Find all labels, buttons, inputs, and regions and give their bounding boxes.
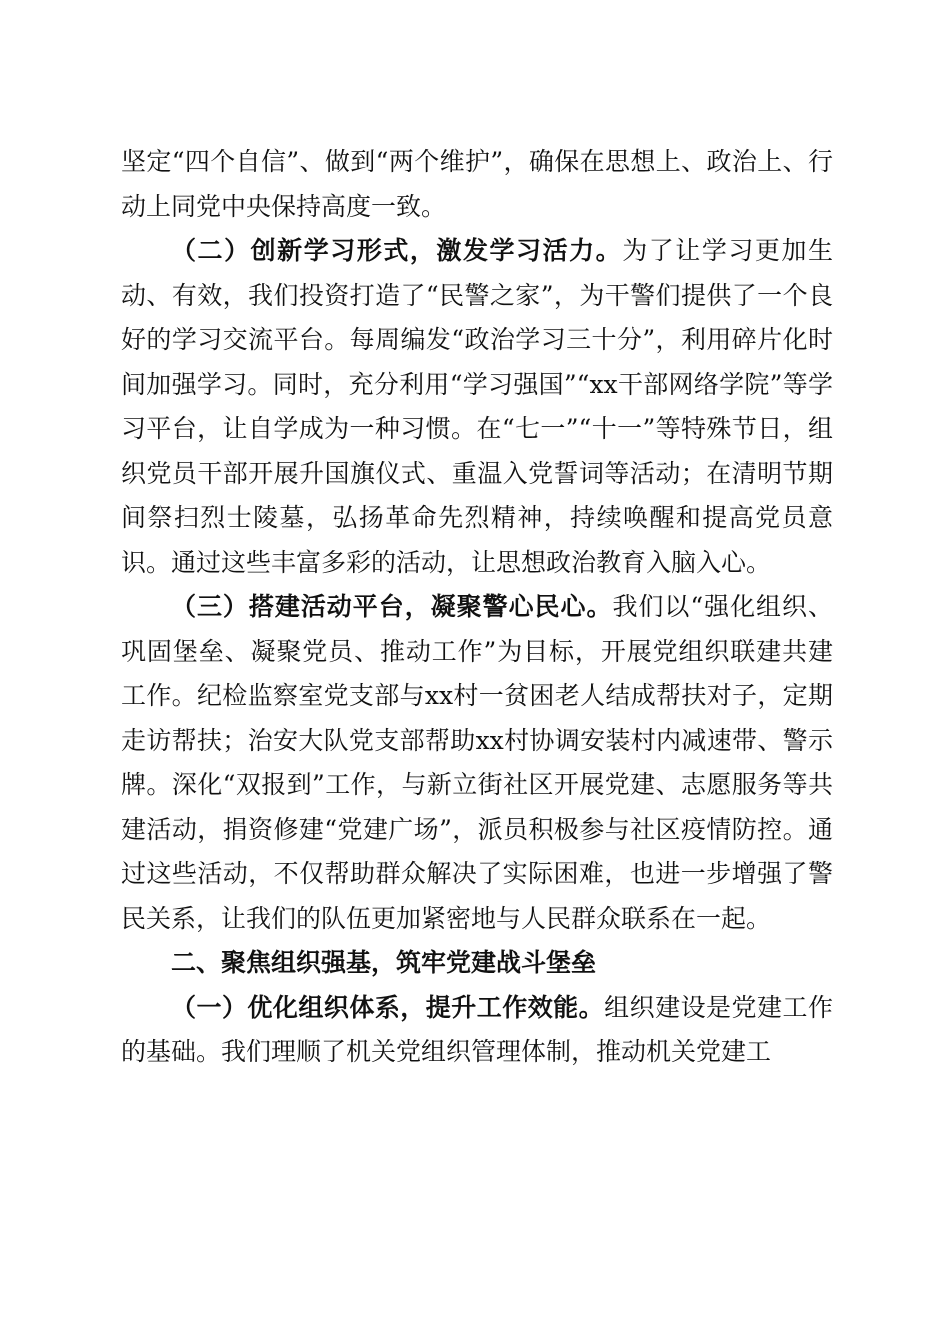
paragraph-lead: （三）搭建活动平台，凝聚警心民心。	[171, 592, 613, 621]
paragraph-text: 组织建设是党建工作的基础。我们理顺了机关党组织管理体制，推动机关党建工	[121, 992, 833, 1066]
paragraph-text: 为了让学习更加生动、有效，我们投资打造了“民警之家”，为干警们提供了一个良好的学习交流平台。每周编发“政治学习三十分”，利用碎片化时间加强学习。同时，充分利用“学习强国”“xx干部网络学院”等学习平台，让自学成为一种习惯。在“七一”“十一”等特殊节日，组织党员干部开展升国旗仪式、重温入党誓词等活动；在清明节期间祭扫烈士陵墓，弘扬革命先烈精神，持续唤醒和提高党员意识。通过这些丰富多彩的活动，让思想政治教育入脑入心。	[121, 236, 833, 577]
paragraph-innovate-learning	[121, 229, 833, 585]
paragraph-continuation	[121, 140, 833, 229]
paragraph-text: 坚定“四个自信”、做到“两个维护”，确保在思想上、政治上、行动上同党中央保持高度一致。	[121, 147, 833, 221]
paragraph-lead: （一）优化组织体系，提升工作效能。	[171, 992, 605, 1022]
paragraph-optimize-organization	[121, 986, 833, 1075]
paragraph-activity-platform	[121, 585, 833, 941]
paragraph-lead: （二）创新学习形式，激发学习活力。	[171, 236, 623, 265]
paragraph-text: 我们以“强化组织、巩固堡垒、凝聚党员、推动工作”为目标，开展党组织联建共建工作。纪检监察室党支部与xx村一贫困老人结成帮扶对子，定期走访帮扶；治安大队党支部帮助xx村协调安装村内减速带、警示牌。深化“双报到”工作，与新立街社区开展党建、志愿服务等共建活动，捐资修建“党建广场”，派员积极参与社区疫情防控。通过这些活动，不仅帮助群众解决了实际困难，也进一步增强了警民关系，让我们的队伍更加紧密地与人民群众联系在一起。	[121, 592, 833, 933]
section-heading: 二、聚焦组织强基，筑牢党建战斗堡垒	[171, 948, 597, 977]
document-body	[121, 140, 833, 1075]
